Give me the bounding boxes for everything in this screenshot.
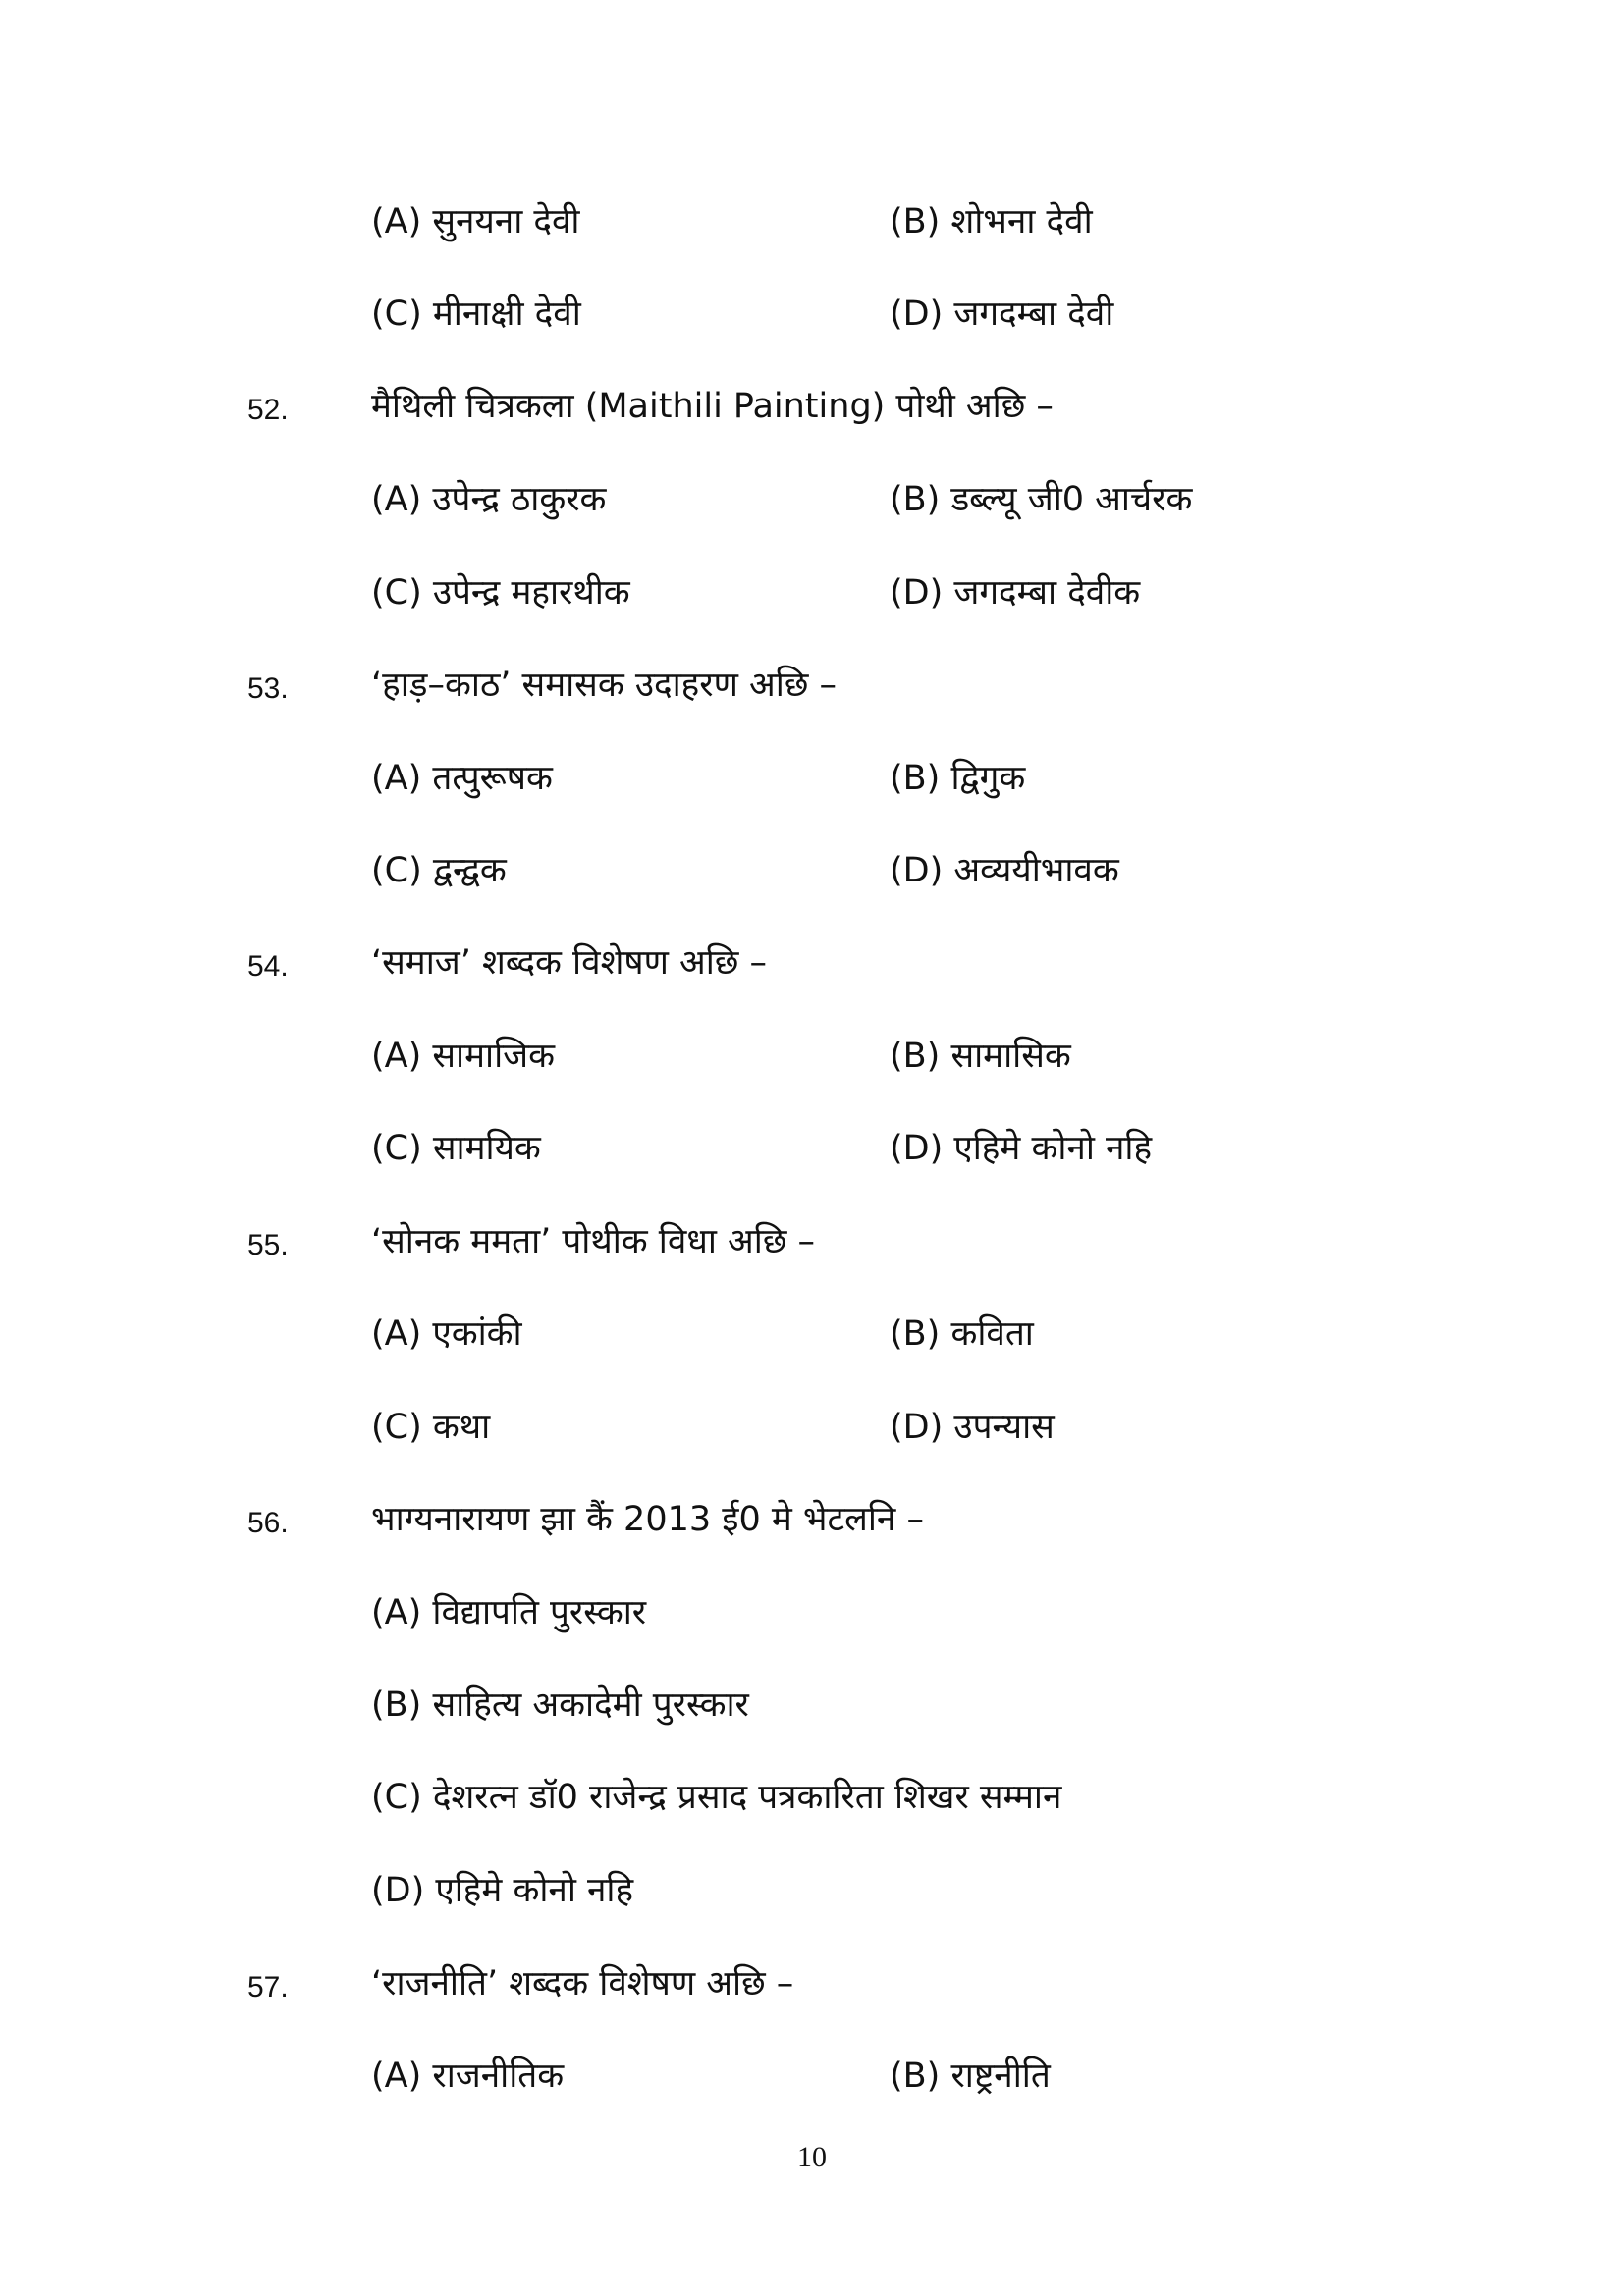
q53-number: 53. (247, 672, 289, 705)
q56-text: भाग्यनारायण झा कैं 2013 ई0 मे भेटलनि – (371, 1500, 924, 1539)
q51-option-c: (C) मीनाक्षी देवी (371, 294, 581, 334)
q52-number: 52. (247, 394, 289, 426)
q52-text: मैथिली चित्रकला (Maithili Painting) पोथी अछि – (371, 387, 1054, 426)
q56-option-c: (C) देशरत्न डॉ0 राजेन्द्र प्रसाद पत्रकारिता शिखर सम्मान (371, 1778, 1062, 1817)
q56-option-b: (B) साहित्य अकादेमी पुरस्कार (371, 1685, 749, 1725)
q52-option-d: (D) जगदम्बा देवीक (890, 573, 1141, 613)
q55-option-b: (B) कविता (890, 1314, 1034, 1354)
q52-option-c: (C) उपेन्द्र महारथीक (371, 573, 630, 613)
q53-option-d: (D) अव्ययीभावक (890, 851, 1119, 890)
q57-number: 57. (247, 1971, 289, 2003)
q51-option-a: (A) सुनयना देवी (371, 202, 580, 241)
q54-option-a: (A) सामाजिक (371, 1037, 556, 1076)
q53-option-c: (C) द्वन्द्वक (371, 851, 507, 890)
page-number: 10 (797, 2141, 827, 2173)
q55-option-a: (A) एकांकी (371, 1314, 522, 1354)
q51-option-d: (D) जगदम्बा देवी (890, 294, 1114, 334)
q55-text: ‘सोनक ममता’ पोथीक विधा अछि – (371, 1222, 815, 1261)
q56-number: 56. (247, 1507, 289, 1539)
q51-option-b: (B) शोभना देवी (890, 202, 1093, 241)
q56-option-d: (D) एहिमे कोनो नहि (371, 1871, 634, 1910)
q55-number: 55. (247, 1229, 289, 1261)
q54-option-c: (C) सामयिक (371, 1129, 541, 1168)
q53-text: ‘हाड़–काठ’ समासक उदाहरण अछि – (371, 666, 837, 705)
q57-option-a: (A) राजनीतिक (371, 2056, 565, 2096)
q54-number: 54. (247, 950, 289, 983)
q52-option-a: (A) उपेन्द्र ठाकुरक (371, 480, 607, 519)
q55-option-c: (C) कथा (371, 1408, 491, 1447)
q53-option-a: (A) तत्पुरूषक (371, 759, 553, 798)
q54-option-b: (B) सामासिक (890, 1037, 1071, 1076)
q52-option-b: (B) डब्ल्यू जी0 आर्चरक (890, 480, 1193, 519)
q54-option-d: (D) एहिमे कोनो नहि (890, 1129, 1153, 1168)
q57-option-b: (B) राष्ट्रनीति (890, 2056, 1051, 2096)
q53-option-b: (B) द्विगुक (890, 759, 1026, 798)
q57-text: ‘राजनीति’ शब्दक विशेषण अछि – (371, 1964, 794, 2003)
q55-option-d: (D) उपन्यास (890, 1408, 1055, 1447)
q56-option-a: (A) विद्यापति पुरस्कार (371, 1593, 647, 1632)
q54-text: ‘समाज’ शब्दक विशेषण अछि – (371, 943, 767, 983)
